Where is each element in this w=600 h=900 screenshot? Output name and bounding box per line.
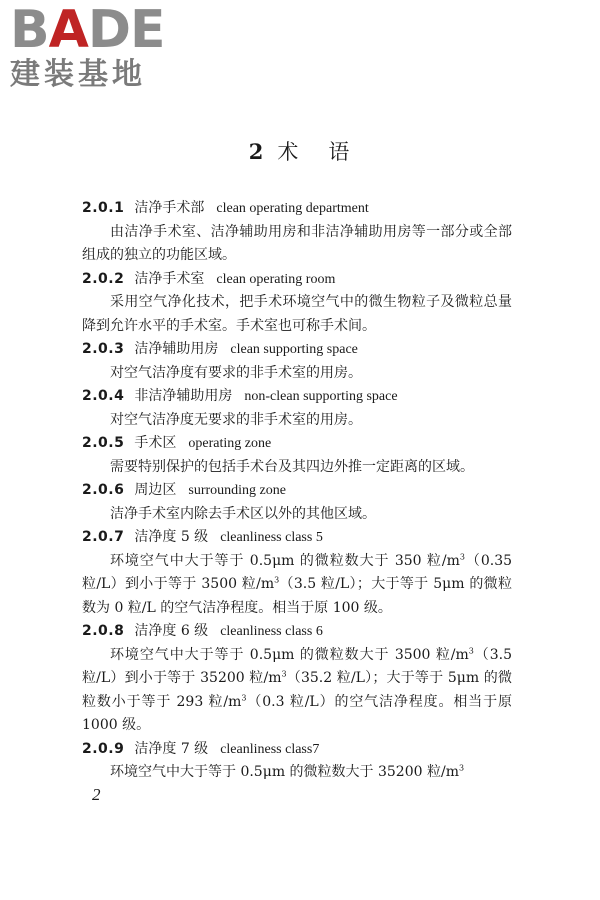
page-number: 2 [92,785,101,804]
term-heading [82,268,512,292]
term-chinese: 手术区 [134,435,177,451]
term-definition: 由洁净手术室、洁净辅助用房和非洁净辅助用房等一部分或全部组成的独立的功能区域。 [82,223,512,263]
term-english: clean operating room [216,271,336,287]
term-definition: 采用空气净化技术，把手术环境空气中的微生物粒子及微粒总量降到允许水平的手术室。手术室也可称手术间。 [82,294,512,334]
term-heading [82,620,512,644]
term-chinese: 非洁净辅助用房 [134,388,233,404]
term-number: 2.0.4 [82,388,125,404]
term-number: 2.0.3 [82,341,125,357]
term-definition: 环境空气中大于等于 0.5μm 的微粒数大于 350 粒$/m^3(0.35$ 粒/L）到小于等于 3500 粒$/m^3(3.5$ 粒/L）；大于等于 5μm 的微粒数为 0 粒/L 的空气洁净程度。相当于原 100 级。 [82,551,513,616]
term-heading [82,385,512,409]
term-english: cleanliness class 5 [220,530,323,545]
terms-list [82,197,512,785]
logo-letter-b: B [10,0,49,60]
term-english: operating zone [188,436,272,451]
term-english: clean operating department [216,201,369,216]
term-heading [82,479,512,503]
term-chinese: 洁净手术室 [134,270,205,287]
term-entry [82,620,512,738]
term-entry [82,479,512,526]
term-chinese: 洁净辅助用房 [134,341,219,357]
term-number: 2.0.1 [82,200,125,216]
chapter-title-part-b: 语 [328,140,352,164]
term-number: 2.0.5 [82,435,125,451]
term-english: clean supporting space [230,342,358,357]
term-definition: 需要特别保护的包括手术台及其四边外推一定距离的区域。 [110,458,474,475]
chapter-title [0,138,600,166]
term-number: 2.0.8 [82,623,125,639]
term-chinese: 周边区 [134,482,177,498]
chapter-title-part-a: 术 [277,140,301,164]
term-heading [82,738,512,762]
term-definition: 环境空气中大于等于 0.5μm 的微粒数大于 35200 粒$/m^3$ [110,763,465,780]
term-definition: 对空气洁净度有要求的非手术室的用房。 [110,364,362,381]
term-entry [82,338,512,385]
term-english: cleanliness class 6 [220,624,323,639]
term-english: non-clean supporting space [244,389,398,404]
chapter-number: 2 [248,139,266,164]
term-chinese: 洁净手术部 [134,200,205,216]
term-heading [82,197,512,221]
term-number: 2.0.6 [82,482,125,498]
term-chinese: 洁净度 7 级 [134,740,209,757]
term-heading [82,338,512,362]
term-number: 2.0.9 [82,740,125,757]
term-entry [82,385,512,432]
logo-wordmark [10,0,180,60]
term-definition: 对空气洁净度无要求的非手术室的用房。 [110,411,362,428]
term-english: cleanliness class7 [220,741,320,757]
term-english: surrounding zone [188,483,286,498]
term-entry [82,526,512,620]
logo-chinese: 建装基地 [10,57,146,92]
term-entry [82,738,512,785]
logo-letter-a: A [48,0,88,60]
term-chinese: 洁净度 5 级 [134,529,209,545]
term-entry [82,432,512,479]
logo-letters-de: DE [87,0,165,60]
term-definition: 环境空气中大于等于 0.5μm 的微粒数大于 3500 粒$/m^3(3.5$ 粒/L）到小于等于 35200 粒$/m^3(35.2$ 粒/L）；大于等于 5μm 的微粒数小于等于 293 粒$/m^3(0.3$ 粒/L）的空气洁净程度。相当于原 1000 级。 [82,645,513,733]
term-heading [82,526,512,550]
term-chinese: 洁净度 6 级 [134,623,209,639]
term-definition: 洁净手术室内除去手术区以外的其他区域。 [110,505,376,522]
term-heading [82,432,512,456]
term-number: 2.0.7 [82,529,125,545]
term-entry [82,197,512,268]
term-number: 2.0.2 [82,270,125,287]
bade-logo [10,0,180,96]
term-entry [82,268,512,339]
